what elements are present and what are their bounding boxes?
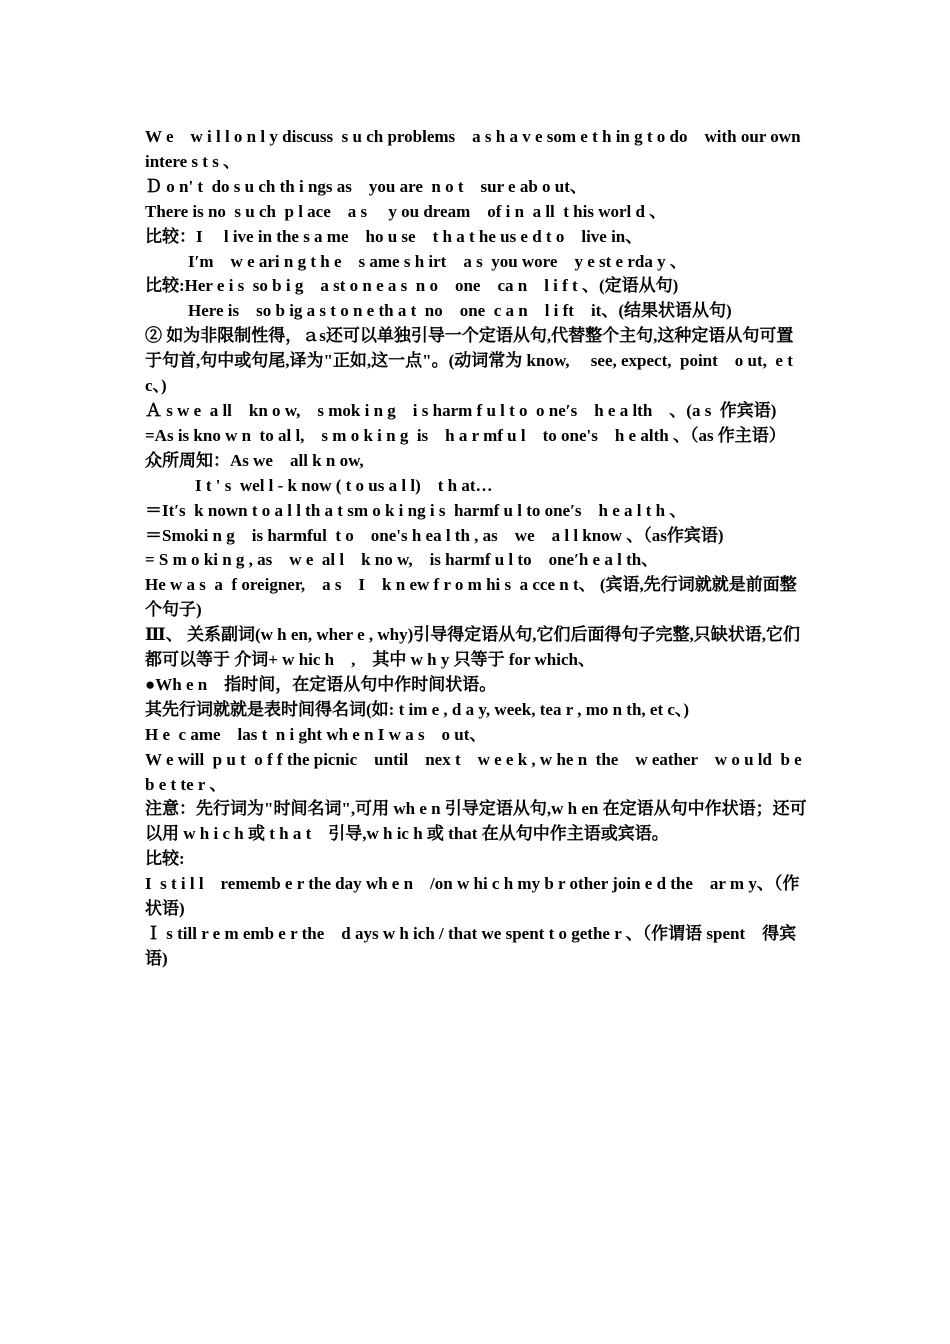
- paragraph: I t ' s wel l - k now ( t o us a l l) t h at…: [195, 475, 493, 495]
- paragraph: = S m o ki n g , as w e al l k no w, is harmf u l to one′h e a l th、: [145, 550, 659, 570]
- paragraph: 比较:Her e i s so b i g a st o n e a s n o one ca n l i f t 、(定语从句): [145, 276, 679, 296]
- paragraph: 注意：先行词为"时间名词",可用 wh e n 引导定语从句,w h en 在定语从句中作状语；还可以用 w h i c h 或 t h a t 引导,w h ic h 或 that 在从句中作主语或宾语。: [145, 799, 807, 844]
- paragraph: I s t i l l rememb e r the day wh e n /on w hi c h my b r other join e d the ar m y、（作状语): [145, 874, 800, 919]
- paragraph: W e w i l l o n l y discuss s u ch problems a s h a v e som e t h in g t o do with our own intere s t s 、: [145, 127, 805, 171]
- paragraph: He w a s a f oreigner, a s I k n ew f r o m hi s a cce n t、 (宾语,先行词就就是前面整个句子): [145, 575, 797, 620]
- document-body: [145, 125, 807, 972]
- paragraph: There is no s u ch p l ace a s y ou dream of i n a ll t his worl d 、: [145, 201, 667, 221]
- paragraph: Ⅲ、 关系副词(w h en, wher e , why)引导得定语从句,它们后面得句子完整,只缺状语,它们都可以等于 介词+ w hic h , 其中 w h y 只等于 for which、: [145, 625, 801, 670]
- paragraph: H e c ame las t n i ght wh e n I w a s o ut、: [145, 724, 487, 744]
- paragraph: Ｉ s till r e m emb e r the d ays w h ich / that we spent t o gethe r 、（作谓语 spent 得宾语): [145, 924, 797, 968]
- paragraph: Ｄ o n' t do s u ch th i ngs as you are n o t sur e ab o ut、: [145, 176, 587, 196]
- paragraph: 其先行词就就是表时间得名词(如: t im e , d a y, week, tea r , mo n th, et c、): [145, 699, 690, 719]
- paragraph: 比较:: [145, 849, 185, 869]
- paragraph: 众所周知：As we all k n ow,: [145, 450, 364, 470]
- paragraph: ＝Smoki n g is harmful t o one's h ea l th , as we a l l know 、（as作宾语): [145, 525, 724, 545]
- paragraph: W e will p u t o f f the picnic until nex t w e e k , w he n the w eather w o u ld b e b e t te r 、: [145, 749, 806, 794]
- paragraph: I′m w e ari n g t h e s ame s h irt a s you wore y e st e rda y 、: [188, 251, 687, 271]
- paragraph: Here is so b ig a s t o n e th a t no one c a n l i ft it、(结果状语从句): [188, 301, 732, 321]
- paragraph: ●Wh e n 指时间，在定语从句中作时间状语。: [145, 674, 497, 694]
- paragraph: =As is kno w n to al l, s m o k i n g is h a r mf u l to one's h e alth 、（as 作主语）: [145, 425, 786, 445]
- paragraph: ② 如为非限制性得，ａs还可以单独引导一个定语从句,代替整个主句,这种定语从句可置于句首,句中或句尾,译为"正如,这一点"。(动词常为 know, see, expect, point o ut, e t c、): [145, 326, 798, 396]
- paragraph: Ａ s w e a ll kn o w, s mok i n g i s harm f u l t o o ne′s h e a lth 、(a s 作宾语): [145, 400, 777, 420]
- paragraph: 比较：I l ive in the s a me ho u se t h a t he us e d t o live in、: [145, 226, 643, 246]
- paragraph: ＝It′s k nown t o a l l th a t sm o k i ng i s harmf u l to one′s h e a l t h 、: [145, 500, 687, 520]
